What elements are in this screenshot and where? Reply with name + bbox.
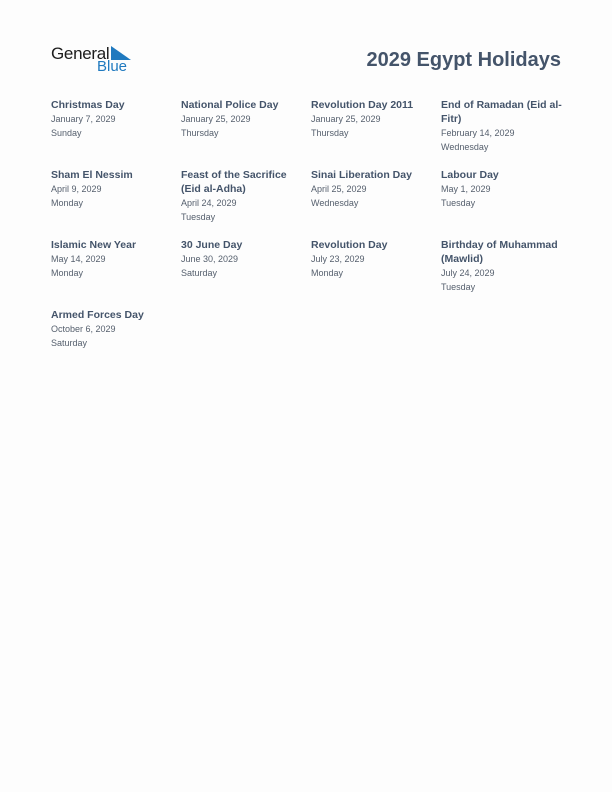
holiday-item [441,168,563,210]
holiday-name: Revolution Day 2011 [311,99,414,111]
holiday-name: Christmas Day [51,99,125,111]
holiday-date: January 25, 2029 [181,114,251,124]
holiday-name: End of Ramadan (Eid al-Fitr) [441,99,562,125]
holiday-name: Revolution Day [311,239,388,251]
holiday-date: April 9, 2029 [51,184,102,194]
holiday-date: April 25, 2029 [311,184,367,194]
holiday-item [441,98,563,154]
holiday-item [51,168,173,210]
holiday-item [51,308,173,350]
holiday-item [181,238,303,280]
holiday-date: January 25, 2029 [311,114,381,124]
holiday-date: July 24, 2029 [441,268,495,278]
holiday-item [51,98,173,140]
holiday-weekday: Sunday [51,128,82,138]
logo-text-general: General [51,44,110,63]
holiday-item [311,168,433,210]
holiday-date: January 7, 2029 [51,114,116,124]
holiday-item [311,238,433,280]
holiday-weekday: Tuesday [441,198,476,208]
holiday-item [181,168,303,224]
holiday-weekday: Thursday [311,128,349,138]
holiday-date: October 6, 2029 [51,324,116,334]
holiday-date: June 30, 2029 [181,254,239,264]
holiday-name: Sham El Nessim [51,169,133,181]
logo-text-blue: Blue [97,58,128,75]
holiday-weekday: Saturday [51,338,88,348]
page-title: 2029 Egypt Holidays [366,49,561,71]
holiday-weekday: Saturday [181,268,218,278]
holiday-weekday: Monday [311,268,344,278]
holiday-item [181,98,303,140]
holiday-name: Labour Day [441,169,499,181]
holiday-item [441,238,563,294]
holiday-date: April 24, 2029 [181,198,237,208]
holiday-weekday: Thursday [181,128,219,138]
holiday-name: Feast of the Sacrifice (Eid al-Adha) [181,169,287,195]
holiday-name: Sinai Liberation Day [311,169,412,181]
holiday-name: Birthday of Muhammad (Mawlid) [441,239,558,265]
holiday-name: National Police Day [181,99,279,111]
holiday-weekday: Tuesday [181,212,216,222]
holiday-weekday: Wednesday [311,198,359,208]
holiday-item [311,98,433,140]
holiday-date: July 23, 2029 [311,254,365,264]
holiday-date: May 14, 2029 [51,254,106,264]
holiday-name: Islamic New Year [51,239,137,251]
holiday-name: Armed Forces Day [51,309,144,321]
holiday-item [51,238,173,280]
holiday-weekday: Monday [51,198,84,208]
holiday-date: May 1, 2029 [441,184,491,194]
holiday-name: 30 June Day [181,239,243,251]
holiday-weekday: Wednesday [441,142,489,152]
logo [51,44,141,78]
holiday-weekday: Tuesday [441,282,476,292]
holiday-weekday: Monday [51,268,84,278]
holiday-date: February 14, 2029 [441,128,515,138]
